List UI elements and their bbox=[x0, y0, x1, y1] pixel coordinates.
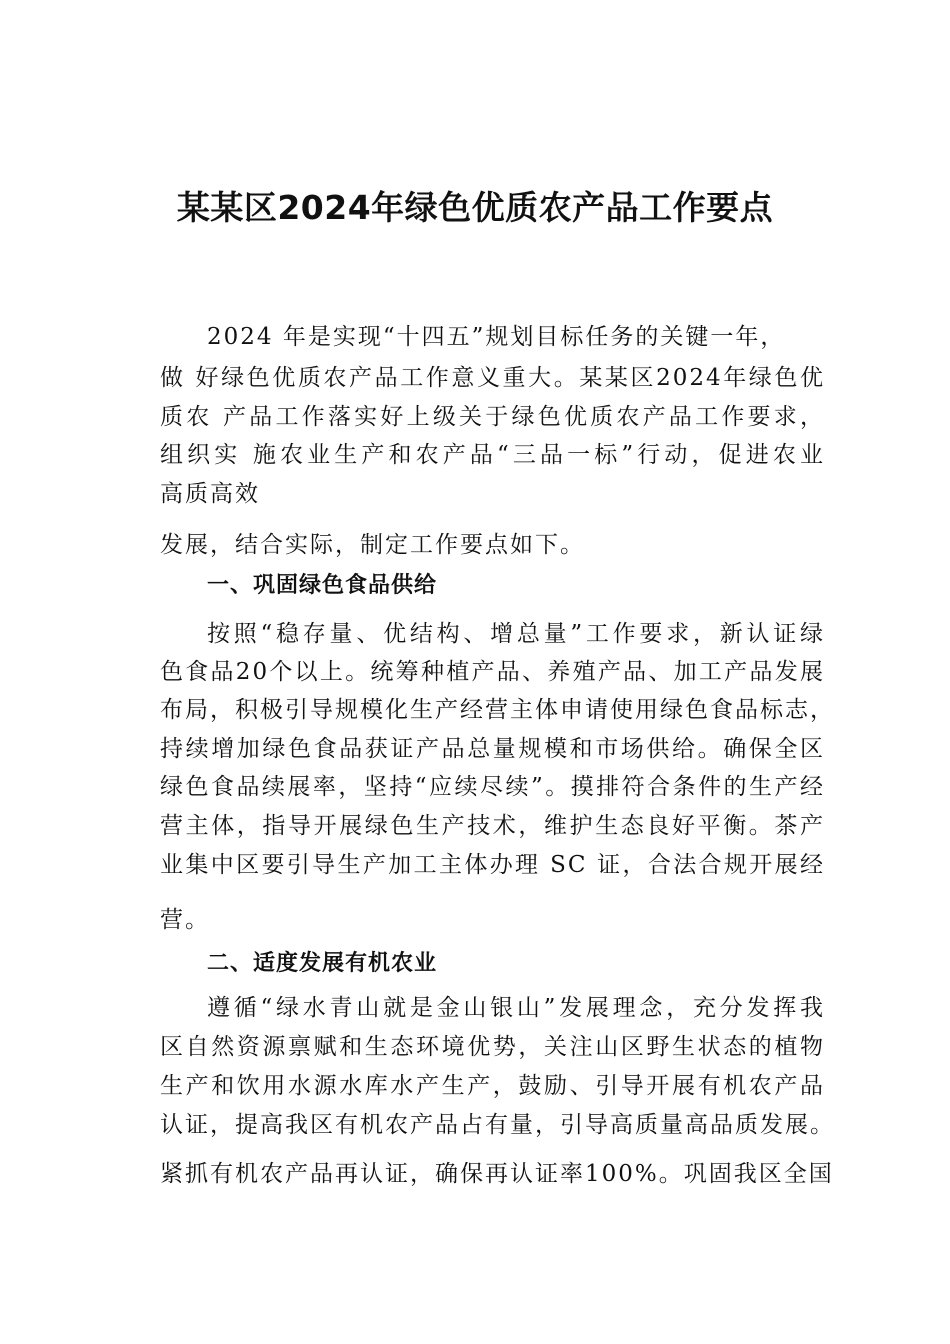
intro-line: 组织实 施农业生产和农产品“三品一标”行动，促进农业 bbox=[160, 442, 825, 468]
section1-line: 业集中区要引导生产加工主体办理 SC 证，合法合规开展经 bbox=[160, 852, 825, 878]
section1-line: 色食品20个以上。统筹种植产品、养殖产品、加工产品发展 bbox=[160, 659, 825, 685]
section2-line: 紧抓有机农产品再认证，确保再认证率100%。巩固我区全国 bbox=[160, 1161, 834, 1187]
section1-line: 持续增加绿色食品获证产品总量规模和市场供给。确保全区 bbox=[160, 736, 825, 762]
section1-line: 布局，积极引导规模化生产经营主体申请使用绿色食品标志， bbox=[160, 697, 835, 723]
intro-line: 做 好绿色优质农产品工作意义重大。某某区2024年绿色优 bbox=[160, 365, 825, 391]
section2-line: 认证，提高我区有机农产品占有量，引导高质量高品质发展。 bbox=[160, 1112, 835, 1138]
section1-line: 绿色食品续展率，坚持“应续尽续”。摸排符合条件的生产经 bbox=[160, 774, 825, 800]
intro-line: 质农 产品工作落实好上级关于绿色优质农产品工作要求， bbox=[160, 404, 825, 430]
section1-line: 按照“稳存量、优结构、增总量”工作要求，新认证绿 bbox=[207, 621, 825, 647]
section-heading: 二、适度发展有机农业 bbox=[207, 951, 438, 976]
section2-line: 遵循“绿水青山就是金山银山”发展理念，充分发挥我 bbox=[207, 995, 825, 1021]
section2-line: 生产和饮用水源水库水产生产，鼓励、引导开展有机农产品 bbox=[160, 1073, 825, 1099]
section1-line: 营主体，指导开展绿色生产技术，维护生态良好平衡。茶产 bbox=[160, 813, 825, 839]
section2-line: 区自然资源禀赋和生态环境优势，关注山区野生状态的植物 bbox=[160, 1034, 825, 1060]
intro-line: 发展，结合实际，制定工作要点如下。 bbox=[160, 532, 585, 558]
section1-line: 营。 bbox=[160, 907, 210, 933]
intro-line: 高质高效 bbox=[160, 481, 260, 507]
intro-line: 2024 年是实现“十四五”规划目标任务的关键一年， bbox=[207, 324, 786, 350]
document-title: 某某区2024年绿色优质农产品工作要点 bbox=[176, 188, 774, 227]
section-heading: 一、巩固绿色食品供给 bbox=[207, 573, 438, 598]
